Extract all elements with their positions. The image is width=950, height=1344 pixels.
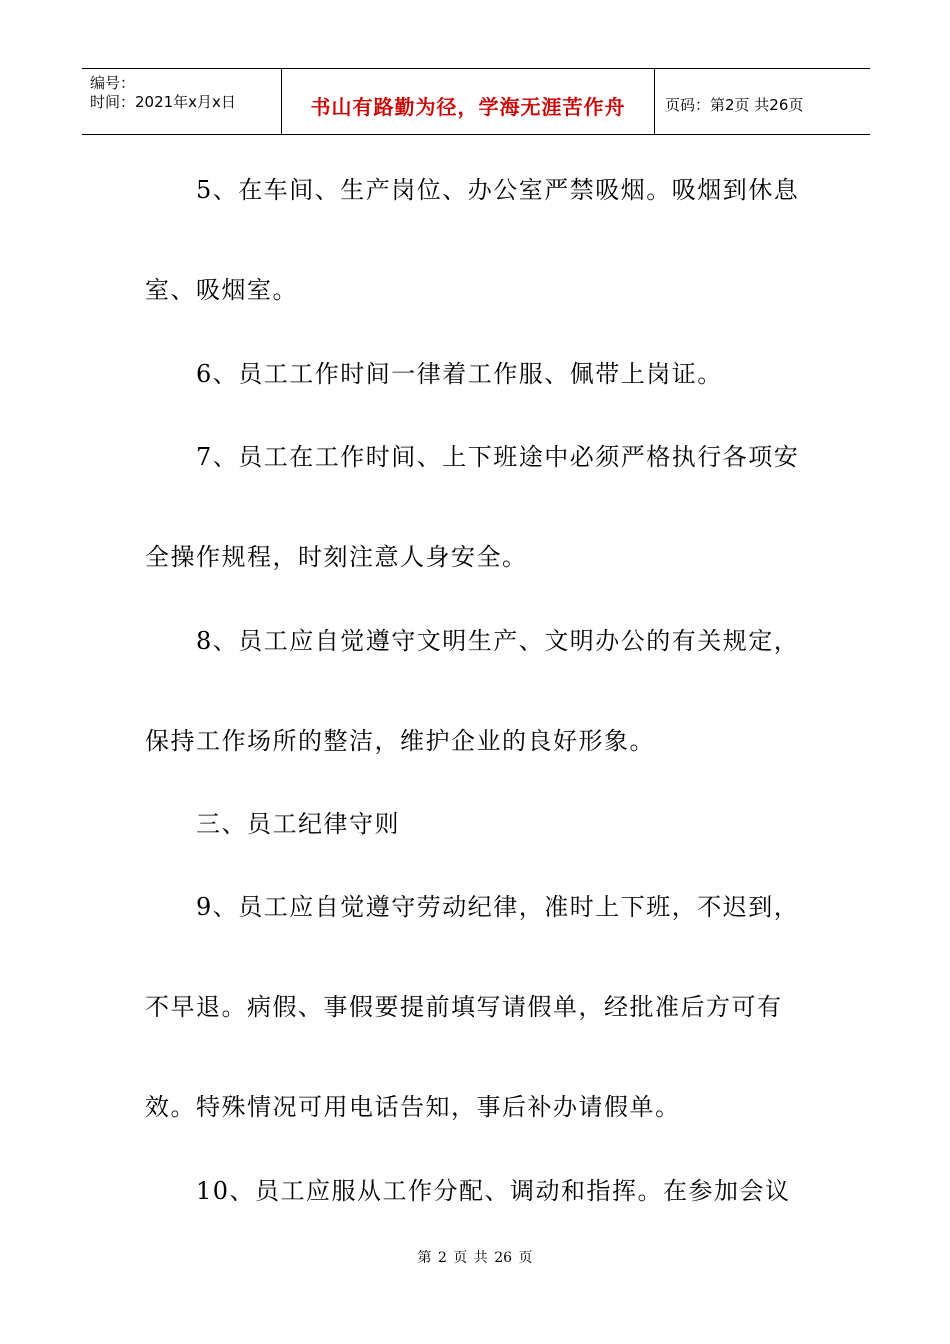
header-page-info: 页码：第2页 共26页 <box>665 96 804 114</box>
body-line: 10、员工应服从工作分配、调动和指挥。在参加会议 <box>145 1177 791 1205</box>
body-line: 8、员工应自觉遵守文明生产、文明办公的有关规定， <box>145 627 800 655</box>
body-line: 7、员工在工作时间、上下班途中必须严格执行各项安 <box>145 443 800 471</box>
section-heading: 三、员工纪律守则 <box>145 810 400 838</box>
header-motto-cell <box>282 69 655 134</box>
document-number-label: 编号： <box>90 74 136 92</box>
body-line: 室、吸烟室。 <box>145 276 298 304</box>
body-line: 效。特殊情况可用电话告知，事后补办请假单。 <box>145 1093 681 1121</box>
header-page-cell <box>655 69 870 134</box>
header-info-cell <box>82 69 282 134</box>
body-line: 保持工作场所的整洁，维护企业的良好形象。 <box>145 727 655 755</box>
body-line: 6、员工工作时间一律着工作服、佩带上岗证。 <box>145 360 723 388</box>
page-footer: 第 2 页 共 26 页 <box>417 1250 533 1266</box>
document-date-label: 时间：2021年x月x日 <box>90 93 236 111</box>
page-header <box>82 68 870 135</box>
header-motto: 书山有路勤为径，学海无涯苦作舟 <box>310 95 626 119</box>
body-line: 9、员工应自觉遵守劳动纪律，准时上下班，不迟到， <box>145 893 800 921</box>
body-line: 5、在车间、生产岗位、办公室严禁吸烟。吸烟到休息 <box>145 176 800 204</box>
body-line: 不早退。病假、事假要提前填写请假单，经批准后方可有 <box>145 993 783 1021</box>
body-line: 全操作规程，时刻注意人身安全。 <box>145 543 528 571</box>
